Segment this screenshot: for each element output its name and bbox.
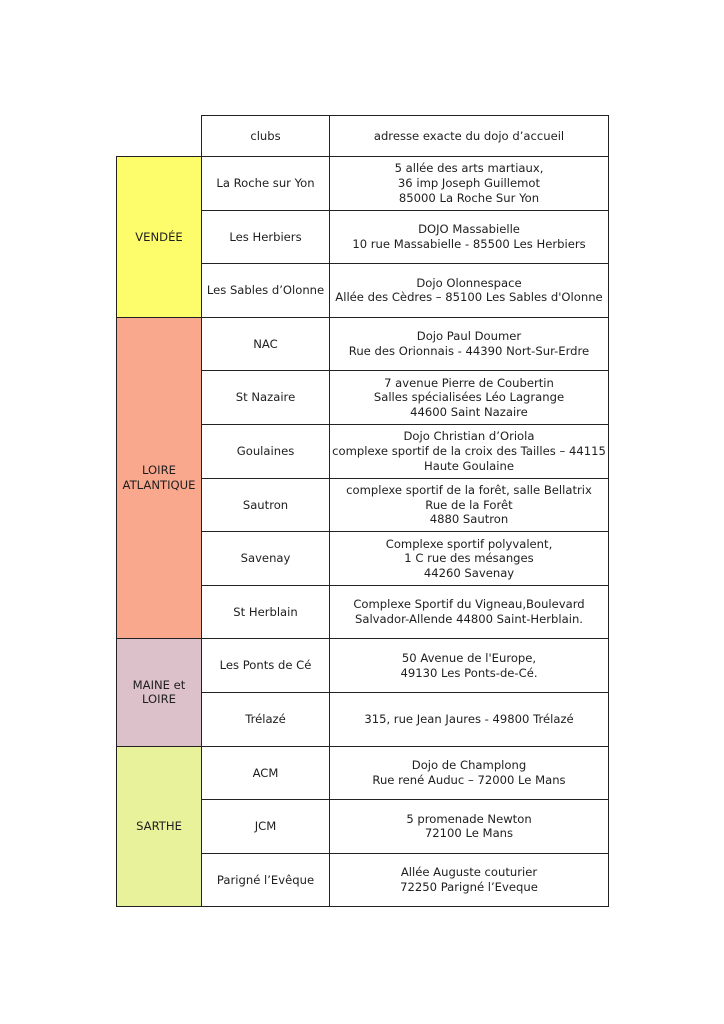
address-line: 50 Avenue de l'Europe,	[401, 651, 537, 666]
club-name: Savenay	[202, 532, 330, 586]
address-line: Dojo Christian d’Oriola	[403, 429, 535, 444]
club-address	[330, 532, 609, 586]
region-cell	[117, 746, 202, 907]
club-name: Goulaines	[202, 424, 330, 478]
club-name: St Nazaire	[202, 371, 330, 425]
address-line: Dojo de Champlong	[411, 758, 527, 773]
club-name: Les Sables d’Olonne	[202, 264, 330, 318]
address-line: 44600 Saint Nazaire	[410, 404, 528, 419]
club-name: JCM	[202, 800, 330, 854]
club-address	[330, 746, 609, 800]
club-address	[330, 692, 609, 746]
address-line: 10 rue Massabielle - 85500 Les Herbiers	[352, 236, 586, 251]
club-address	[330, 585, 609, 639]
club-address	[330, 157, 609, 211]
address-line: Salvador-Allende 44800 Saint-Herblain.	[355, 612, 583, 627]
address-line: 1 C rue des mésanges	[404, 551, 534, 566]
address-line: Complexe sportif polyvalent,	[385, 536, 553, 551]
address-line: complexe sportif de la croix des Tailles – 44115	[332, 443, 606, 458]
club-address	[330, 800, 609, 854]
address-line: 49130 Les Ponts-de-Cé.	[400, 665, 538, 680]
region-name: MAINE et	[132, 677, 186, 692]
table-row	[117, 746, 609, 800]
region-name: LOIRE	[142, 692, 176, 707]
club-address	[330, 478, 609, 532]
address-line: 315, rue Jean Jaures - 49800 Trélazé	[364, 711, 574, 726]
header-row	[117, 116, 609, 157]
region-name: VENDÉE	[135, 229, 183, 244]
club-name: St Herblain	[202, 585, 330, 639]
address-line: 36 imp Joseph Guillemot	[397, 176, 541, 190]
address-line: Rue de la Forêt	[425, 497, 513, 512]
address-line: 44260 Savenay	[423, 565, 515, 580]
address-line: Dojo Olonnespace	[416, 275, 522, 290]
address-line: 5 promenade Newton	[406, 811, 532, 826]
address-line: 85000 La Roche Sur Yon	[398, 190, 540, 205]
address-line: complexe sportif de la forêt, salle Bellatrix	[346, 482, 592, 497]
club-name: Sautron	[202, 478, 330, 532]
club-name: La Roche sur Yon	[202, 157, 330, 211]
header-address: adresse exacte du dojo d’accueil	[330, 116, 609, 157]
address-line: Haute Goulaine	[424, 458, 514, 473]
club-name: Les Ponts de Cé	[202, 639, 330, 693]
club-address	[330, 264, 609, 318]
address-line: Rue des Orionnais - 44390 Nort-Sur-Erdre	[348, 344, 590, 359]
region-cell	[117, 639, 202, 746]
address-line: Salles spécialisées Léo Lagrange	[373, 390, 565, 405]
address-line: Allée des Cèdres – 85100 Les Sables d'Olonne	[335, 290, 603, 305]
club-address	[330, 424, 609, 478]
club-name: ACM	[202, 746, 330, 800]
address-line: 72100 Le Mans	[424, 826, 514, 841]
club-address	[330, 853, 609, 907]
club-name: NAC	[202, 317, 330, 371]
club-name: Parigné l’Evêque	[202, 853, 330, 907]
table-row	[117, 317, 609, 371]
header-empty-cell	[117, 116, 202, 157]
club-address	[330, 371, 609, 425]
address-line: 72250 Parigné l’Eveque	[400, 880, 538, 895]
address-line: 7 avenue Pierre de Coubertin	[384, 375, 554, 390]
address-line: DOJO Massabielle	[418, 222, 520, 237]
address-line: Dojo Paul Doumer	[416, 329, 522, 344]
club-address	[330, 210, 609, 264]
club-address	[330, 317, 609, 371]
address-line: 4880 Sautron	[429, 512, 509, 527]
region-name: SARTHE	[136, 819, 182, 834]
clubs-table	[116, 115, 609, 907]
address-line: Allée Auguste couturier	[400, 865, 538, 880]
club-address	[330, 639, 609, 693]
club-name: Trélazé	[202, 692, 330, 746]
address-line: Rue rené Auduc – 72000 Le Mans	[372, 772, 566, 787]
table-row	[117, 157, 609, 211]
region-cell	[117, 317, 202, 639]
region-name: ATLANTIQUE	[122, 478, 196, 493]
region-cell	[117, 157, 202, 318]
region-name: LOIRE	[142, 463, 176, 478]
address-line: Complexe Sportif du Vigneau,Boulevard	[353, 597, 585, 612]
club-name: Les Herbiers	[202, 210, 330, 264]
address-line: 5 allée des arts martiaux,	[394, 161, 544, 176]
table-row	[117, 639, 609, 693]
header-clubs: clubs	[202, 116, 330, 157]
